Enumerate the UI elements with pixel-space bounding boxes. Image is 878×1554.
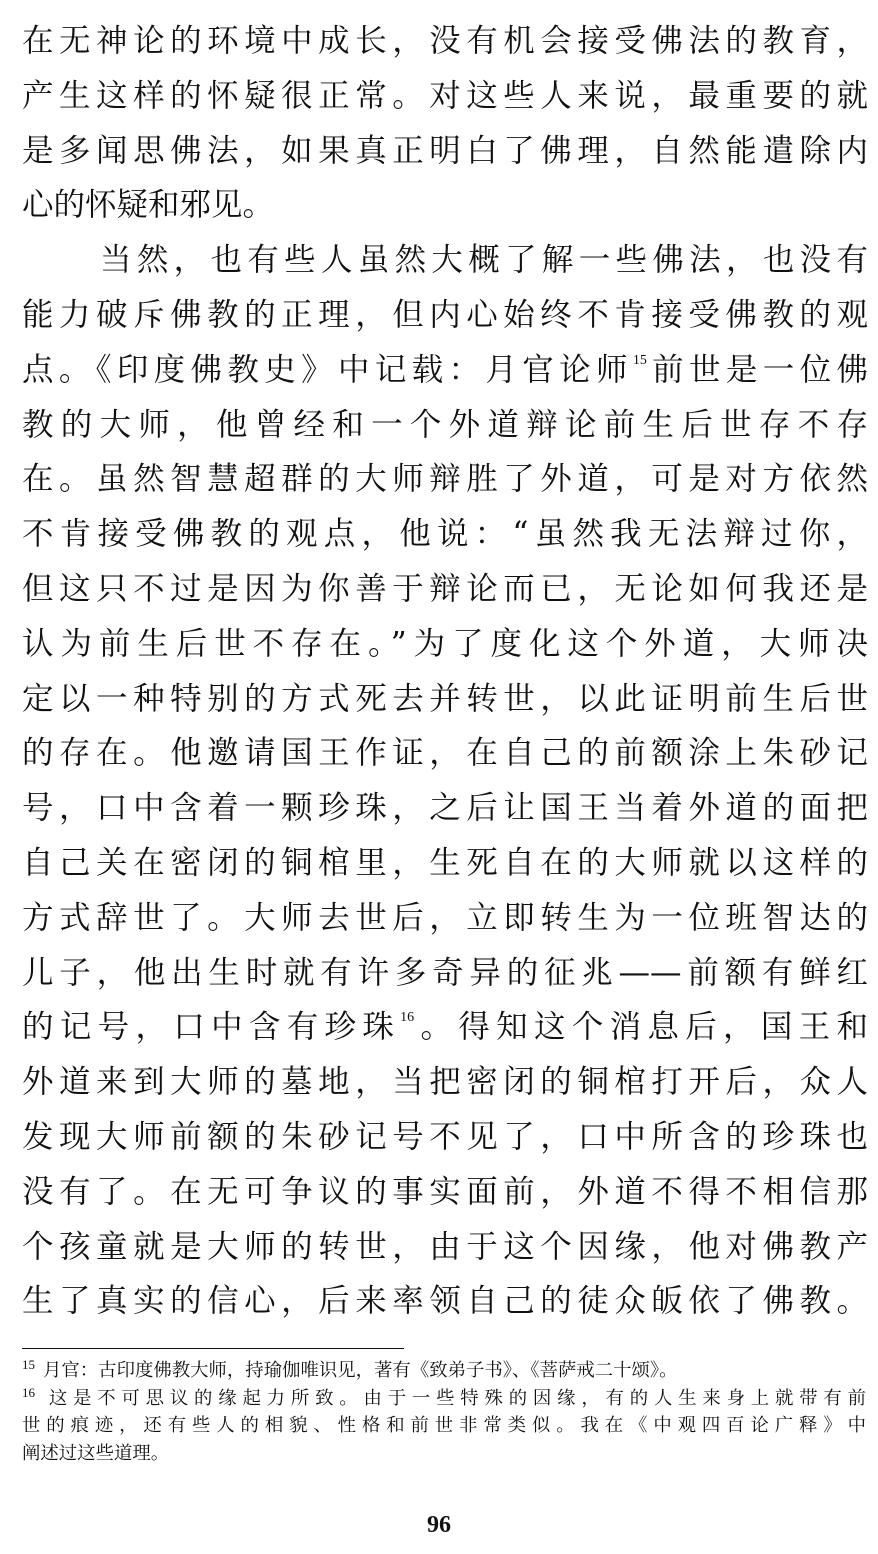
text-line: 心的怀疑和邪见。 [22, 187, 275, 224]
text-line [22, 343, 868, 398]
footnote-text-line: 阐述过这些道理。 [22, 1442, 170, 1464]
text-line: 认为前生后世不存在。”为了度化这个外道，大师决 [22, 625, 868, 662]
footnote-number: 16 [22, 1384, 35, 1400]
text-segment: 点。《印度佛教史》中记载：月官论师 [22, 351, 633, 388]
text-line: 产生这样的怀疑很正常。对这些人来说，最重要的就 [22, 77, 868, 114]
footnote-text: 月官：古印度佛教大师，持瑜伽唯识见，著有《致弟子书》、《菩萨戒二十颂》。 [43, 1360, 678, 1381]
footnotes [22, 1357, 866, 1467]
text-line: 儿子，他出生时就有许多奇异的征兆——前额有鲜红 [22, 954, 868, 991]
text-line: 外道来到大师的墓地，当把密闭的铜棺打开后，众人 [22, 1064, 868, 1101]
text-line: 当然，也有些人虽然大概了解一些佛法，也没有 [100, 242, 868, 279]
footnote-16 [22, 1385, 866, 1413]
body-text [22, 14, 868, 1329]
text-line: 定以一种特别的方式死去并转世，以此证明前生后世 [22, 680, 868, 717]
text-segment: 前世是一位佛 [646, 351, 868, 388]
text-line: 的存在。他邀请国王作证，在自己的前额涂上朱砂记 [22, 735, 868, 772]
text-line [22, 1000, 868, 1055]
text-line: 但这只不过是因为你善于辩论而已，无论如何我还是 [22, 570, 868, 607]
text-line: 教的大师，他曾经和一个外道辩论前生后世存不存 [22, 406, 868, 443]
text-line: 不肯接受佛教的观点，他说：“虽然我无法辩过你， [22, 516, 868, 553]
footnote-number: 15 [22, 1357, 35, 1372]
text-line: 能力破斥佛教的正理，但内心始终不肯接受佛教的观 [22, 296, 868, 333]
footnote-text: 这是不可思议的缘起力所致。由于一些特殊的因缘，有的人生来身上就带有前 [43, 1387, 866, 1409]
footnote-15 [22, 1357, 866, 1385]
text-line: 是多闻思佛法，如果真正明白了佛理，自然能遣除内 [22, 132, 868, 169]
text-line: 号，口中含着一颗珍珠，之后让国王当着外道的面把 [22, 790, 868, 827]
page-number: 96 [427, 1512, 451, 1538]
footnote-ref-15[interactable]: 15 [632, 352, 647, 368]
footnote-ref-16[interactable]: 16 [400, 1010, 415, 1026]
text-line: 发现大师前额的朱砂记号不见了，口中所含的珍珠也 [22, 1118, 868, 1155]
footnote-divider [22, 1348, 404, 1349]
text-line: 个孩童就是大师的转世，由于这个因缘，他对佛教产 [22, 1228, 868, 1265]
text-line: 方式辞世了。大师去世后，立即转生为一位班智达的 [22, 899, 868, 936]
text-line: 自己关在密闭的铜棺里，生死自在的大师就以这样的 [22, 844, 868, 881]
text-line: 在无神论的环境中成长，没有机会接受佛法的教育， [22, 23, 868, 59]
text-line: 在。虽然智慧超群的大师辩胜了外道，可是对方依然 [22, 461, 868, 498]
text-line: 生了真实的信心，后来率领自己的徒众皈依了佛教。 [22, 1283, 868, 1320]
text-line: 没有了。在无可争议的事实面前，外道不得不相信那 [22, 1173, 868, 1210]
text-segment: 。得知这个消息后，国王和 [414, 1009, 868, 1046]
footnote-text-line: 世的痕迹，还有些人的相貌、性格和前世非常类似。我在《中观四百论广释》中 [22, 1415, 866, 1436]
text-segment: 的记号，口中含有珍珠 [22, 1009, 401, 1046]
